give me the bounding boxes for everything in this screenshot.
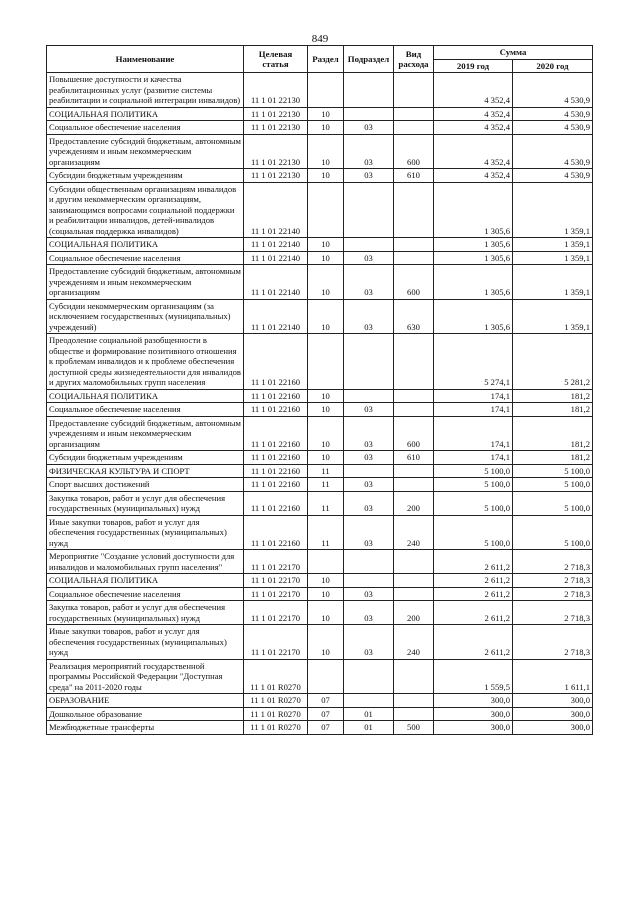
table-row — [47, 238, 593, 252]
row-name: Субсидии общественным организациям инвалидов и другим некоммерческим организациям, занимающимся вопросами социальной поддержки и реабилитации инвалидов, детей-инвалидов (социальная поддержка инвалидов) — [47, 182, 244, 238]
row-type: 240 — [394, 625, 434, 660]
row-name: Дошкольное образование — [47, 707, 244, 721]
table-row — [47, 707, 593, 721]
row-target: 11 1 01 22140 — [244, 251, 308, 265]
row-target: 11 1 01 22170 — [244, 625, 308, 660]
row-section: 10 — [308, 169, 344, 183]
row-2019: 4 352,4 — [434, 107, 513, 121]
header-section: Раздел — [308, 46, 344, 73]
header-2020: 2020 год — [513, 59, 593, 73]
row-target: 11 1 01 22160 — [244, 403, 308, 417]
row-2020: 2 718,3 — [513, 601, 593, 625]
row-section — [308, 659, 344, 694]
row-type — [394, 107, 434, 121]
row-section: 07 — [308, 694, 344, 708]
table-row — [47, 574, 593, 588]
row-section: 10 — [308, 574, 344, 588]
row-section: 10 — [308, 587, 344, 601]
row-2019: 300,0 — [434, 707, 513, 721]
row-type: 610 — [394, 169, 434, 183]
row-target: 11 1 01 R0270 — [244, 694, 308, 708]
row-type — [394, 550, 434, 574]
row-name: Субсидии бюджетным учреждениям — [47, 169, 244, 183]
row-2019: 4 352,4 — [434, 169, 513, 183]
row-2019: 5 100,0 — [434, 515, 513, 550]
row-name: Предоставление субсидий бюджетным, автономным учреждениям и иным некоммерческим организациям — [47, 416, 244, 451]
row-2019: 1 305,6 — [434, 238, 513, 252]
row-type: 200 — [394, 491, 434, 515]
row-target: 11 1 01 22140 — [244, 265, 308, 300]
row-2019: 1 305,6 — [434, 299, 513, 334]
row-subsection: 03 — [344, 587, 394, 601]
row-type — [394, 403, 434, 417]
row-2020: 4 530,9 — [513, 107, 593, 121]
row-target: 11 1 01 22130 — [244, 121, 308, 135]
row-2020: 5 281,2 — [513, 334, 593, 390]
row-target: 11 1 01 22170 — [244, 550, 308, 574]
row-2019: 2 611,2 — [434, 587, 513, 601]
row-target: 11 1 01 22160 — [244, 451, 308, 465]
row-type: 600 — [394, 416, 434, 451]
row-section: 10 — [308, 238, 344, 252]
row-type: 600 — [394, 134, 434, 169]
row-2020: 181,2 — [513, 389, 593, 403]
row-type — [394, 707, 434, 721]
row-2020: 5 100,0 — [513, 478, 593, 492]
row-2020: 1 359,1 — [513, 251, 593, 265]
row-subsection: 03 — [344, 451, 394, 465]
row-target: 11 1 01 R0270 — [244, 659, 308, 694]
row-type — [394, 182, 434, 238]
row-target: 11 1 01 R0270 — [244, 707, 308, 721]
row-subsection: 01 — [344, 721, 394, 735]
row-2020: 1 611,1 — [513, 659, 593, 694]
header-amount: Сумма — [434, 46, 593, 60]
row-type — [394, 574, 434, 588]
row-2020: 1 359,1 — [513, 265, 593, 300]
row-target: 11 1 01 22140 — [244, 299, 308, 334]
row-subsection — [344, 389, 394, 403]
row-name: Субсидии некоммерческим организациям (за исключением государственных (муниципальных) учреждений) — [47, 299, 244, 334]
row-2019: 4 352,4 — [434, 121, 513, 135]
table-row — [47, 625, 593, 660]
row-subsection: 03 — [344, 403, 394, 417]
row-name: СОЦИАЛЬНАЯ ПОЛИТИКА — [47, 574, 244, 588]
row-2019: 4 352,4 — [434, 73, 513, 108]
table-row — [47, 721, 593, 735]
row-section: 10 — [308, 389, 344, 403]
row-name: Повышение доступности и качества реабилитационных услуг (развитие системы реабилитации и социальной интеграции инвалидов) — [47, 73, 244, 108]
row-section: 11 — [308, 464, 344, 478]
row-section: 10 — [308, 121, 344, 135]
row-subsection — [344, 73, 394, 108]
row-name: Социальное обеспечение населения — [47, 587, 244, 601]
row-subsection — [344, 334, 394, 390]
row-target: 11 1 01 22160 — [244, 464, 308, 478]
row-2020: 1 359,1 — [513, 182, 593, 238]
row-2019: 4 352,4 — [434, 134, 513, 169]
row-2020: 300,0 — [513, 694, 593, 708]
row-section: 10 — [308, 134, 344, 169]
row-name: Закупка товаров, работ и услуг для обеспечения государственных (муниципальных) нужд — [47, 601, 244, 625]
row-type — [394, 389, 434, 403]
row-type — [394, 238, 434, 252]
row-section — [308, 550, 344, 574]
row-name: Спорт высших достижений — [47, 478, 244, 492]
header-type: Вид расхода — [394, 46, 434, 73]
row-section — [308, 334, 344, 390]
row-type — [394, 251, 434, 265]
row-type: 600 — [394, 265, 434, 300]
row-2020: 5 100,0 — [513, 515, 593, 550]
row-target: 11 1 01 22170 — [244, 601, 308, 625]
row-name: Закупка товаров, работ и услуг для обеспечения государственных (муниципальных) нужд — [47, 491, 244, 515]
row-2020: 2 718,3 — [513, 574, 593, 588]
row-name: Преодоление социальной разобщенности в обществе и формирование позитивного отношения к проблемам инвалидов и к проблеме обеспечения доступной среды жизнедеятельности для инвалидов и других маломобильных групп населения — [47, 334, 244, 390]
row-name: Социальное обеспечение населения — [47, 403, 244, 417]
table-body — [47, 73, 593, 735]
row-type — [394, 334, 434, 390]
row-name: Социальное обеспечение населения — [47, 121, 244, 135]
table-row — [47, 169, 593, 183]
row-2019: 174,1 — [434, 416, 513, 451]
row-2020: 4 530,9 — [513, 121, 593, 135]
table-row — [47, 107, 593, 121]
row-subsection: 03 — [344, 601, 394, 625]
table-row — [47, 121, 593, 135]
table-row — [47, 478, 593, 492]
page-number: 849 — [311, 33, 329, 45]
row-type — [394, 694, 434, 708]
row-name: СОЦИАЛЬНАЯ ПОЛИТИКА — [47, 107, 244, 121]
row-2019: 174,1 — [434, 451, 513, 465]
row-type — [394, 478, 434, 492]
row-subsection: 03 — [344, 416, 394, 451]
row-section — [308, 73, 344, 108]
table-row — [47, 403, 593, 417]
row-section: 11 — [308, 491, 344, 515]
row-subsection: 03 — [344, 515, 394, 550]
row-target: 11 1 01 22170 — [244, 587, 308, 601]
table-row — [47, 587, 593, 601]
budget-table — [46, 45, 593, 735]
row-target: 11 1 01 22130 — [244, 107, 308, 121]
header-2019: 2019 год — [434, 59, 513, 73]
row-target: 11 1 01 22160 — [244, 416, 308, 451]
row-target: 11 1 01 22130 — [244, 134, 308, 169]
row-subsection — [344, 182, 394, 238]
row-subsection — [344, 550, 394, 574]
row-subsection: 03 — [344, 299, 394, 334]
row-2020: 5 100,0 — [513, 464, 593, 478]
table-row — [47, 182, 593, 238]
header-name: Наименование — [47, 46, 244, 73]
row-subsection — [344, 238, 394, 252]
table-row — [47, 515, 593, 550]
row-section: 10 — [308, 416, 344, 451]
row-subsection: 03 — [344, 121, 394, 135]
row-target: 11 1 01 22140 — [244, 238, 308, 252]
table-row — [47, 601, 593, 625]
row-name: Предоставление субсидий бюджетным, автономным учреждениям и иным некоммерческим организациям — [47, 265, 244, 300]
row-target: 11 1 01 22160 — [244, 334, 308, 390]
row-2019: 5 100,0 — [434, 491, 513, 515]
row-name: Субсидии бюджетным учреждениям — [47, 451, 244, 465]
table-row — [47, 251, 593, 265]
row-subsection — [344, 464, 394, 478]
row-2019: 1 305,6 — [434, 251, 513, 265]
row-2019: 2 611,2 — [434, 574, 513, 588]
row-target: 11 1 01 R0270 — [244, 721, 308, 735]
row-subsection: 03 — [344, 491, 394, 515]
row-name: СОЦИАЛЬНАЯ ПОЛИТИКА — [47, 389, 244, 403]
row-target: 11 1 01 22160 — [244, 478, 308, 492]
row-2020: 1 359,1 — [513, 299, 593, 334]
row-type — [394, 73, 434, 108]
row-subsection — [344, 694, 394, 708]
row-section: 10 — [308, 601, 344, 625]
row-name: Межбюджетные трансферты — [47, 721, 244, 735]
row-2019: 1 305,6 — [434, 265, 513, 300]
row-2020: 4 530,9 — [513, 73, 593, 108]
row-2019: 2 611,2 — [434, 625, 513, 660]
row-2019: 5 100,0 — [434, 478, 513, 492]
row-type: 610 — [394, 451, 434, 465]
table-row — [47, 389, 593, 403]
row-2019: 300,0 — [434, 721, 513, 735]
row-2020: 300,0 — [513, 707, 593, 721]
row-name: Предоставление субсидий бюджетным, автономным учреждениям и иным некоммерческим организациям — [47, 134, 244, 169]
table-row — [47, 694, 593, 708]
header-target: Целевая статья — [244, 46, 308, 73]
row-2020: 4 530,9 — [513, 134, 593, 169]
row-2019: 2 611,2 — [434, 550, 513, 574]
row-target: 11 1 01 22140 — [244, 182, 308, 238]
row-section: 11 — [308, 478, 344, 492]
table-row — [47, 659, 593, 694]
row-type: 630 — [394, 299, 434, 334]
row-section: 07 — [308, 721, 344, 735]
row-section: 11 — [308, 515, 344, 550]
row-subsection: 03 — [344, 265, 394, 300]
row-name: Социальное обеспечение населения — [47, 251, 244, 265]
row-2019: 1 559,5 — [434, 659, 513, 694]
row-section: 10 — [308, 625, 344, 660]
row-section: 10 — [308, 299, 344, 334]
row-section: 10 — [308, 107, 344, 121]
row-subsection — [344, 574, 394, 588]
table-row — [47, 73, 593, 108]
row-type — [394, 464, 434, 478]
row-2019: 5 100,0 — [434, 464, 513, 478]
row-target: 11 1 01 22130 — [244, 73, 308, 108]
table-row — [47, 464, 593, 478]
row-target: 11 1 01 22160 — [244, 515, 308, 550]
table-row — [47, 416, 593, 451]
table-row — [47, 491, 593, 515]
row-name: Реализация мероприятий государственной программы Российской Федерации "Доступная среда" на 2011-2020 годы — [47, 659, 244, 694]
row-subsection: 03 — [344, 169, 394, 183]
row-2020: 4 530,9 — [513, 169, 593, 183]
row-section: 10 — [308, 451, 344, 465]
table-row — [47, 550, 593, 574]
row-2019: 5 274,1 — [434, 334, 513, 390]
row-section: 10 — [308, 403, 344, 417]
row-target: 11 1 01 22160 — [244, 389, 308, 403]
row-2019: 174,1 — [434, 389, 513, 403]
row-2020: 1 359,1 — [513, 238, 593, 252]
row-section: 07 — [308, 707, 344, 721]
row-2020: 181,2 — [513, 416, 593, 451]
table-row — [47, 334, 593, 390]
row-type — [394, 121, 434, 135]
row-type — [394, 587, 434, 601]
row-name: СОЦИАЛЬНАЯ ПОЛИТИКА — [47, 238, 244, 252]
header-subsection: Подраздел — [344, 46, 394, 73]
row-2019: 300,0 — [434, 694, 513, 708]
row-subsection: 03 — [344, 134, 394, 169]
row-name: Иные закупки товаров, работ и услуг для обеспечения государственных (муниципальных) нужд — [47, 515, 244, 550]
row-subsection: 01 — [344, 707, 394, 721]
row-name: Иные закупки товаров, работ и услуг для обеспечения государственных (муниципальных) нужд — [47, 625, 244, 660]
table-row — [47, 265, 593, 300]
row-type: 240 — [394, 515, 434, 550]
row-2020: 2 718,3 — [513, 625, 593, 660]
row-subsection: 03 — [344, 251, 394, 265]
row-2020: 2 718,3 — [513, 550, 593, 574]
row-2020: 300,0 — [513, 721, 593, 735]
row-2020: 5 100,0 — [513, 491, 593, 515]
table-row — [47, 451, 593, 465]
row-2020: 181,2 — [513, 451, 593, 465]
row-2019: 2 611,2 — [434, 601, 513, 625]
row-section — [308, 182, 344, 238]
row-subsection: 03 — [344, 478, 394, 492]
row-2020: 2 718,3 — [513, 587, 593, 601]
row-2019: 174,1 — [434, 403, 513, 417]
row-type: 500 — [394, 721, 434, 735]
row-2019: 1 305,6 — [434, 182, 513, 238]
row-section: 10 — [308, 265, 344, 300]
row-subsection: 03 — [344, 625, 394, 660]
row-target: 11 1 01 22130 — [244, 169, 308, 183]
row-type — [394, 659, 434, 694]
row-name: ОБРАЗОВАНИЕ — [47, 694, 244, 708]
row-name: Мероприятие "Создание условий доступности для инвалидов и маломобильных групп населения" — [47, 550, 244, 574]
row-subsection — [344, 659, 394, 694]
row-section: 10 — [308, 251, 344, 265]
table-row — [47, 134, 593, 169]
row-name: ФИЗИЧЕСКАЯ КУЛЬТУРА И СПОРТ — [47, 464, 244, 478]
row-subsection — [344, 107, 394, 121]
row-target: 11 1 01 22170 — [244, 574, 308, 588]
table-row — [47, 299, 593, 334]
row-type: 200 — [394, 601, 434, 625]
row-2020: 181,2 — [513, 403, 593, 417]
row-target: 11 1 01 22160 — [244, 491, 308, 515]
